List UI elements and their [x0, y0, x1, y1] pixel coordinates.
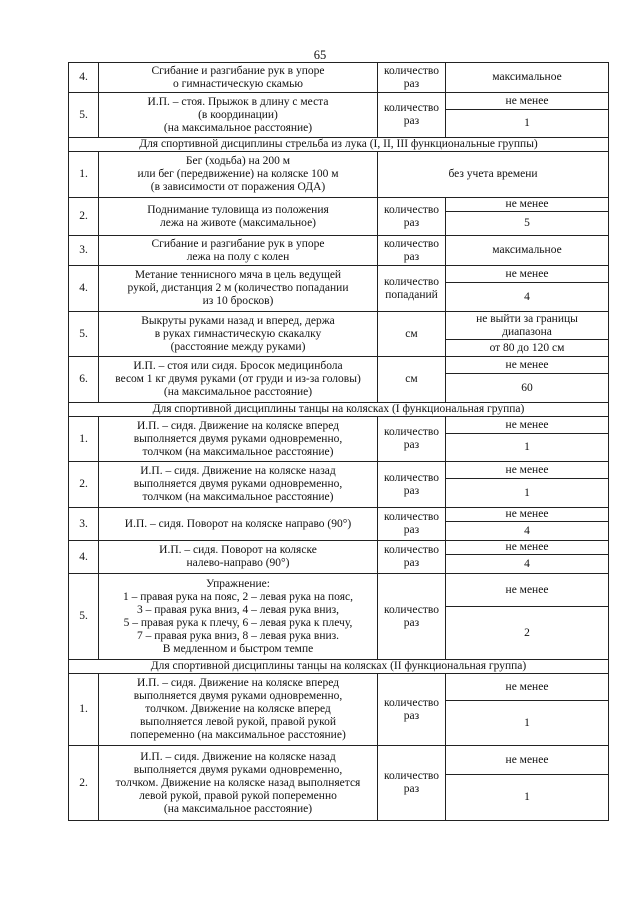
standard-qualifier [446, 541, 609, 555]
row-number: 1. [69, 674, 99, 746]
standard-value [446, 212, 609, 236]
exercise-line: 7 – правая рука вниз, 8 – левая рука вниз. [136, 629, 340, 642]
standard-value-line: 2 [524, 626, 530, 639]
exercise-line: Поднимание туловища из положения [147, 203, 329, 216]
standard-qualifier [446, 312, 609, 340]
standard-value-line: без учета времени [448, 168, 538, 180]
unit-line: раз [403, 616, 420, 629]
table-row [69, 746, 609, 775]
row-number: 3. [69, 508, 99, 541]
unit-line: количество [384, 603, 439, 616]
standard-qualifier [446, 357, 609, 374]
exercise-line: Метание теннисного мяча в цель ведущей [134, 269, 342, 281]
exercise-line: о гимнастическую скамью [173, 77, 303, 90]
standard-qualifier [446, 93, 609, 110]
standard-value-line: 1 [524, 791, 530, 803]
section-title: Для спортивной дисциплины стрельба из лука (I, II, III функциональные группы) [69, 138, 609, 152]
standard-value [446, 236, 609, 266]
exercise-line: лежа на полу с колен [186, 250, 290, 263]
exercise-line: И.П. – сидя. Движение на коляске назад [140, 465, 336, 477]
exercise-line: левой рукой, правой рукой попеременно [139, 789, 337, 802]
exercise-description [99, 266, 378, 312]
row-number: 5. [69, 574, 99, 660]
standard-qualifier-line: не менее [505, 418, 549, 431]
exercise-line: Бег (ходьба) на 200 м [185, 155, 291, 167]
standard-qualifier-line: не менее [505, 198, 549, 210]
exercise-description [99, 746, 378, 821]
unit-line: количество [384, 696, 439, 709]
table-row [69, 674, 609, 701]
standard-value-line: 5 [524, 217, 530, 229]
standard-qualifier [446, 508, 609, 522]
section-header-row [69, 403, 609, 417]
exercise-line: И.П. – сидя. Поворот на коляске направо (90°) [124, 517, 352, 530]
unit-line: раз [403, 77, 420, 90]
exercise-line: В медленном и быстром темпе [162, 642, 314, 655]
table-row [69, 462, 609, 479]
unit-line: раз [403, 709, 420, 722]
exercise-description [99, 63, 378, 93]
unit-of-measure [378, 508, 446, 541]
row-number: 2. [69, 198, 99, 236]
table-row [69, 236, 609, 266]
exercise-line: толчком (на максимальное расстояние) [142, 445, 334, 458]
exercise-line: (на максимальное расстояние) [163, 802, 313, 815]
exercise-description [99, 93, 378, 138]
exercise-line: И.П. – сидя. Поворот на коляске [159, 544, 317, 556]
exercise-line: Выкруты руками назад и вперед, держа [141, 314, 335, 327]
table-row [69, 63, 609, 93]
unit-line: раз [403, 115, 420, 127]
unit-line: количество [384, 511, 439, 523]
exercise-description [99, 508, 378, 541]
table-row [69, 266, 609, 283]
standard-value [446, 701, 609, 746]
exercise-description [99, 198, 378, 236]
exercise-line: или бег (передвижение) на коляске 100 м [137, 168, 339, 180]
row-number: 4. [69, 266, 99, 312]
unit-line: см [405, 327, 418, 340]
unit-of-measure [378, 574, 446, 660]
standard-value-line: 4 [524, 290, 530, 303]
standard-value [446, 340, 609, 357]
standard-value-line: 1 [524, 486, 530, 499]
exercise-description [99, 417, 378, 462]
standard-qualifier [446, 462, 609, 479]
exercise-line: налево-направо (90°) [186, 557, 290, 569]
exercise-line: И.П. – стоя или сидя. Бросок медицинбола [133, 360, 343, 372]
page-number: 65 [313, 48, 327, 62]
exercise-line: попеременно (на максимальное расстояние) [130, 729, 346, 741]
exercise-line: И.П. – стоя. Прыжок в длину с места [147, 95, 329, 108]
standard-qualifier-line: не менее [505, 541, 549, 553]
exercise-line: И.П. – сидя. Движение на коляске вперед [136, 419, 339, 432]
standard-qualifier-line: не менее [505, 94, 549, 107]
standard-qualifier-line: не менее [505, 753, 549, 766]
exercise-description [99, 674, 378, 746]
row-number: 5. [69, 312, 99, 357]
table-row [69, 541, 609, 555]
unit-line: раз [403, 557, 420, 569]
unit-of-measure [378, 462, 446, 508]
unit-of-measure [378, 746, 446, 821]
standard-qualifier-line: не менее [505, 463, 549, 476]
unit-line: попаданий [385, 288, 438, 301]
unit-line: количество [384, 275, 439, 288]
unit-line: количество [384, 770, 439, 782]
exercise-line: И.П. – сидя. Движение на коляске назад [140, 750, 336, 763]
exercise-description [99, 312, 378, 357]
table-row [69, 417, 609, 434]
unit-line: количество [384, 426, 439, 438]
table-row [69, 93, 609, 110]
standard-value [446, 374, 609, 403]
standard-value [446, 283, 609, 312]
unit-of-measure [378, 357, 446, 403]
standard-value [378, 152, 609, 198]
unit-of-measure [378, 312, 446, 357]
exercise-line: (в зависимости от поражения ОДА) [150, 181, 326, 193]
standard-value-line: 4 [524, 557, 530, 570]
standard-qualifier-line: не менее [505, 508, 549, 520]
standard-value [446, 110, 609, 138]
row-number: 1. [69, 417, 99, 462]
unit-line: раз [403, 216, 420, 229]
exercise-line: рукой, дистанция 2 м (количество попадании [127, 282, 349, 294]
exercise-line: толчком (на максимальное расстояние) [142, 491, 334, 503]
exercise-line: выполняется двумя руками одновременно, [133, 690, 343, 702]
standard-qualifier [446, 417, 609, 434]
exercise-line: выполняется двумя руками одновременно, [133, 432, 343, 445]
unit-line: количество [384, 64, 439, 77]
exercise-description [99, 541, 378, 574]
exercise-line: выполняется левой рукой, правой рукой [139, 716, 336, 728]
unit-line: количество [384, 471, 439, 484]
standard-value-line: максимальное [492, 244, 562, 256]
unit-of-measure [378, 93, 446, 138]
standard-qualifier-line: не менее [505, 680, 549, 693]
standard-value-line: 4 [524, 524, 530, 537]
standard-qualifier [446, 574, 609, 607]
exercise-line: выполняется двумя руками одновременно, [133, 763, 343, 776]
section-title: Для спортивной дисциплины танцы на колясках (II функциональная группа) [69, 660, 609, 674]
unit-line: раз [403, 783, 420, 795]
exercise-line: (в координации) [198, 108, 278, 121]
exercise-description [99, 152, 378, 198]
unit-of-measure [378, 417, 446, 462]
unit-of-measure [378, 266, 446, 312]
standard-qualifier [446, 746, 609, 775]
exercise-description [99, 236, 378, 266]
exercise-line: 3 – правая рука вниз, 4 – левая рука вниз, [136, 603, 340, 616]
row-number: 6. [69, 357, 99, 403]
row-number: 2. [69, 746, 99, 821]
row-number: 5. [69, 93, 99, 138]
exercise-line: (расстояние между руками) [170, 340, 306, 353]
unit-line: количество [384, 102, 439, 114]
standard-qualifier-line: не менее [505, 267, 549, 280]
unit-line: раз [403, 250, 420, 263]
unit-of-measure [378, 541, 446, 574]
row-number: 2. [69, 462, 99, 508]
unit-of-measure [378, 63, 446, 93]
standard-qualifier [446, 674, 609, 701]
standard-value-line: 1 [524, 716, 530, 729]
standard-qualifier-line: не менее [505, 358, 549, 371]
standard-value-line: 1 [524, 117, 530, 129]
exercise-line: (на максимальное расстояние) [163, 386, 313, 398]
exercise-line: 5 – правая рука к плечу, 6 – левая рука к плечу, [123, 616, 353, 629]
standard-value [446, 555, 609, 574]
unit-line: раз [403, 484, 420, 497]
standard-value [446, 607, 609, 660]
exercise-line: Сгибание и разгибание рук в упоре [151, 237, 325, 250]
standards-table-body [69, 63, 609, 821]
exercise-description [99, 357, 378, 403]
row-number: 3. [69, 236, 99, 266]
unit-of-measure [378, 236, 446, 266]
table-row [69, 574, 609, 607]
exercise-line: толчком. Движение на коляске вперед [145, 703, 331, 715]
unit-line: раз [403, 524, 420, 536]
unit-line: см [405, 373, 418, 385]
unit-line: количество [384, 544, 439, 556]
standard-value [446, 434, 609, 462]
row-number: 1. [69, 152, 99, 198]
standard-value-line: от 80 до 120 см [489, 341, 565, 354]
section-header-row [69, 660, 609, 674]
exercise-line: Упражнение: [206, 577, 270, 590]
standards-table [68, 62, 609, 821]
exercise-description [99, 574, 378, 660]
section-header-row [69, 138, 609, 152]
unit-line: количество [384, 203, 439, 216]
table-row [69, 152, 609, 198]
exercise-line: (на максимальное расстояние) [163, 121, 313, 134]
section-title: Для спортивной дисциплины танцы на колясках (I функциональная группа) [69, 403, 609, 417]
standard-value [446, 63, 609, 93]
standard-value [446, 479, 609, 508]
row-number: 4. [69, 541, 99, 574]
table-row [69, 357, 609, 374]
table-row [69, 198, 609, 212]
exercise-line: из 10 бросков) [202, 295, 274, 307]
unit-line: количество [384, 237, 439, 250]
exercise-line: весом 1 кг двумя руками (от груди и из-за головы) [115, 373, 361, 385]
table-row [69, 312, 609, 340]
exercise-line: Сгибание и разгибание рук в упоре [151, 64, 325, 77]
unit-line: раз [403, 439, 420, 451]
standard-value-line: 1 [524, 441, 530, 453]
row-number: 4. [69, 63, 99, 93]
exercise-line: выполняется двумя руками одновременно, [133, 478, 343, 490]
exercise-description [99, 462, 378, 508]
standard-value-line: максимальное [492, 71, 562, 83]
exercise-line: в руках гимнастическую скакалку [154, 327, 322, 340]
table-row [69, 508, 609, 522]
unit-of-measure [378, 198, 446, 236]
standard-qualifier-line: диапазона [502, 325, 552, 338]
exercise-line: 1 – правая рука на пояс, 2 – левая рука на пояс, [123, 590, 353, 603]
standard-value [446, 522, 609, 541]
standard-qualifier [446, 198, 609, 212]
exercise-line: И.П. – сидя. Движение на коляске вперед [136, 677, 339, 689]
exercise-line: лежа на животе (максимальное) [159, 216, 316, 229]
standard-value [446, 775, 609, 821]
standard-qualifier-line: не менее [505, 583, 549, 596]
standard-value-line: 60 [521, 381, 533, 394]
exercise-line: толчком. Движение на коляске назад выполняется [115, 776, 361, 789]
unit-of-measure [378, 674, 446, 746]
standard-qualifier-line: не выйти за границы [476, 312, 578, 325]
standard-qualifier [446, 266, 609, 283]
